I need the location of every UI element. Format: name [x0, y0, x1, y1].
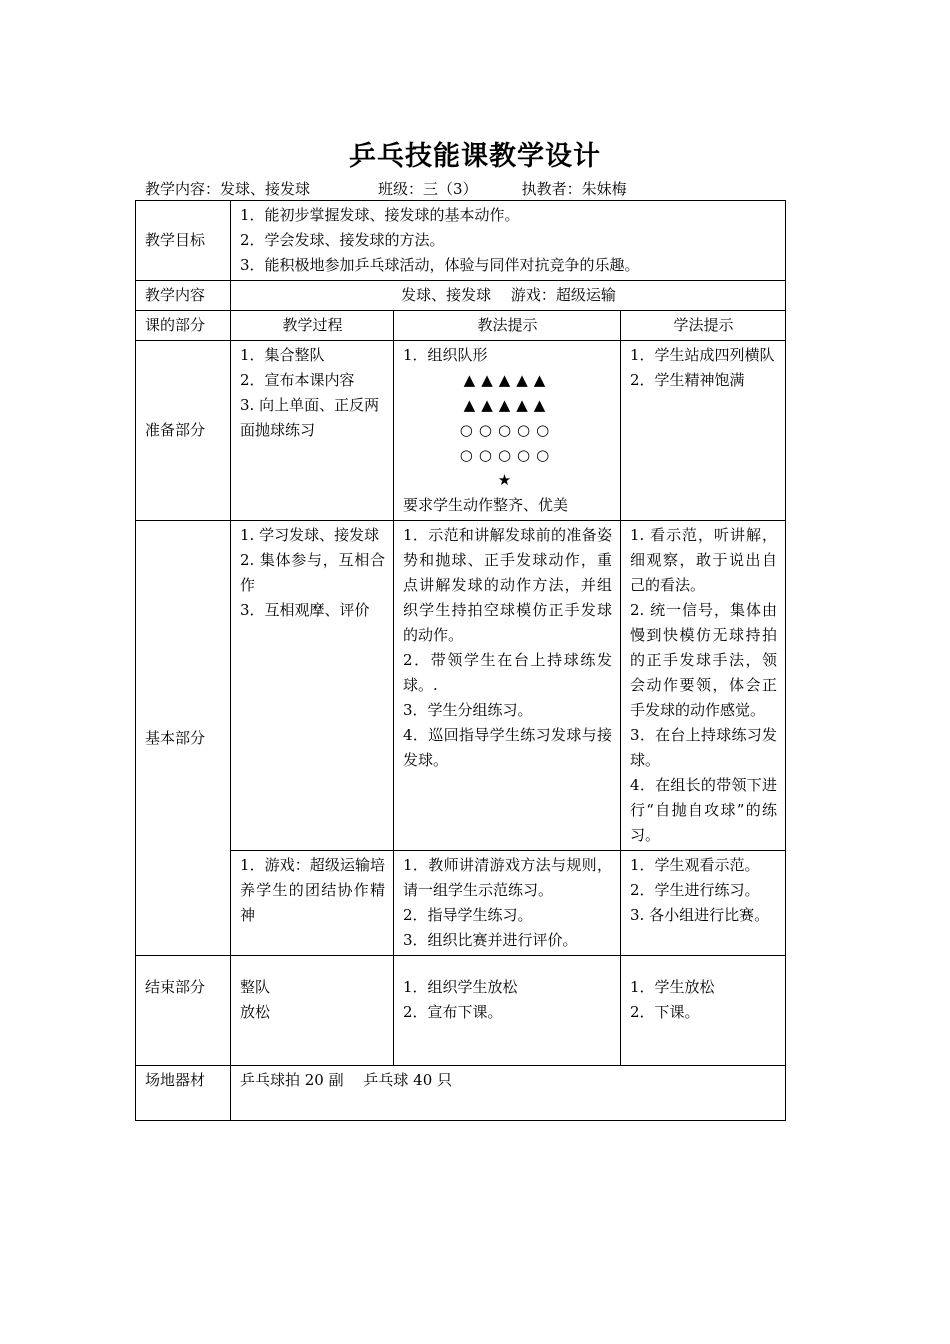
info-teacher: 执教者：朱妹梅: [521, 180, 627, 198]
formation-teacher-row: ▲▲▲▲▲: [463, 396, 552, 414]
header-row: [136, 311, 786, 341]
process-item: 整队: [240, 978, 271, 996]
info-content: 教学内容：发球、接发球: [145, 180, 311, 198]
method-item: 2．宣布下课。: [403, 1003, 503, 1021]
venue-row: [136, 1066, 786, 1121]
goal-item: 1．能初步掌握发球、接发球的基本动作。: [240, 206, 520, 224]
method-item: 2．带领学生在台上持球练发球。.: [403, 651, 612, 694]
method-item: 3．组织比赛并进行评价。: [403, 931, 578, 949]
process-item: 2．宣布本课内容: [240, 371, 355, 389]
formation-teacher-row: ▲▲▲▲▲: [463, 371, 552, 389]
method-item: 3．学生分组练习。: [403, 701, 533, 719]
venue-value: 乒乓球拍 20 副 乒乓球 40 只: [231, 1066, 786, 1121]
study-item: 2．下课。: [630, 1003, 700, 1021]
goals-row: [136, 201, 786, 281]
basic-process-1: [231, 521, 394, 851]
end-method: [394, 956, 621, 1066]
header-process: 教学过程: [231, 311, 394, 341]
lesson-info: [145, 178, 627, 199]
prep-method: [394, 341, 621, 521]
formation-student-row: ○○○○○: [459, 446, 556, 464]
prep-row: [136, 341, 786, 521]
content-row: [136, 281, 786, 311]
basic-method-2: [394, 851, 621, 956]
basic-row-1: [136, 521, 786, 851]
process-item: 3. 向上单面、正反两面抛球练习: [240, 396, 380, 439]
prep-study: [621, 341, 786, 521]
process-item: 1．集合整队: [240, 346, 325, 364]
process-item: 放松: [240, 1003, 271, 1021]
header-part: 课的部分: [136, 311, 231, 341]
end-process: [231, 956, 394, 1066]
basic-study-2: [621, 851, 786, 956]
method-item: 1．教师讲清游戏方法与规则，请一组学生示范练习。: [403, 856, 612, 899]
end-study: [621, 956, 786, 1066]
method-item: 要求学生动作整齐、优美: [403, 496, 569, 514]
goal-item: 2．学会发球、接发球的方法。: [240, 231, 445, 249]
end-row: [136, 956, 786, 1066]
process-item: 3．互相观摩、评价: [240, 601, 370, 619]
goals-label: 教学目标: [136, 201, 231, 281]
study-item: 2．学生精神饱满: [630, 371, 745, 389]
basic-method-1: [394, 521, 621, 851]
study-item: 2. 统一信号，集体由慢到快模仿无球持拍的正手发球手法，领会动作要领，体会正手发球的动作感觉。: [630, 601, 778, 719]
study-item: 1．学生放松: [630, 978, 715, 996]
basic-label: 基本部分: [136, 521, 231, 956]
header-study: 学法提示: [621, 311, 786, 341]
prep-process: [231, 341, 394, 521]
study-item: 1．学生观看示范。: [630, 856, 760, 874]
study-item: 1．学生站成四列横队: [630, 346, 775, 364]
page-title: 乒乓技能课教学设计: [349, 141, 601, 172]
goals-cell: [231, 201, 786, 281]
study-item: 2．学生进行练习。: [630, 881, 760, 899]
basic-study-1: [621, 521, 786, 851]
prep-label: 准备部分: [136, 341, 231, 521]
basic-process-2: [231, 851, 394, 956]
formation-student-row: ○○○○○: [459, 421, 556, 439]
method-item: 1．组织队形: [403, 346, 488, 364]
venue-label: 场地器材: [136, 1066, 231, 1121]
end-label: 结束部分: [136, 956, 231, 1066]
process-item: 1．游戏：超级运输培养学生的团结协作精神: [240, 856, 385, 924]
method-item: 4．巡回指导学生练习发球与接发球。: [403, 726, 612, 769]
process-item: 2. 集体参与，互相合作: [240, 551, 385, 594]
basic-row-2: [136, 851, 786, 956]
lesson-table: [135, 200, 786, 1121]
study-item: 3．在台上持球练习发球。: [630, 726, 778, 769]
study-item: 4．在组长的带领下进行“自抛自攻球”的练习。: [630, 776, 778, 844]
method-item: 1．示范和讲解发球前的准备姿势和抛球、正手发球动作，重点讲解发球的动作方法，并组织学生持拍空球模仿正手发球的动作。: [403, 526, 612, 644]
process-item: 1. 学习发球、接发球: [240, 526, 380, 544]
content-label: 教学内容: [136, 281, 231, 311]
study-item: 3. 各小组进行比赛。: [630, 906, 770, 924]
content-value: 发球、接发球 游戏：超级运输: [231, 281, 786, 311]
header-method: 教法提示: [394, 311, 621, 341]
method-item: 2．指导学生练习。: [403, 906, 533, 924]
formation-star: ★: [497, 471, 518, 489]
method-item: 1．组织学生放松: [403, 978, 518, 996]
study-item: 1. 看示范，听讲解，细观察，敢于说出自己的看法。: [630, 526, 778, 594]
goal-item: 3．能积极地参加乒乓球活动，体验与同伴对抗竞争的乐趣。: [240, 256, 640, 274]
info-class: 班级：三（3）: [378, 180, 478, 198]
